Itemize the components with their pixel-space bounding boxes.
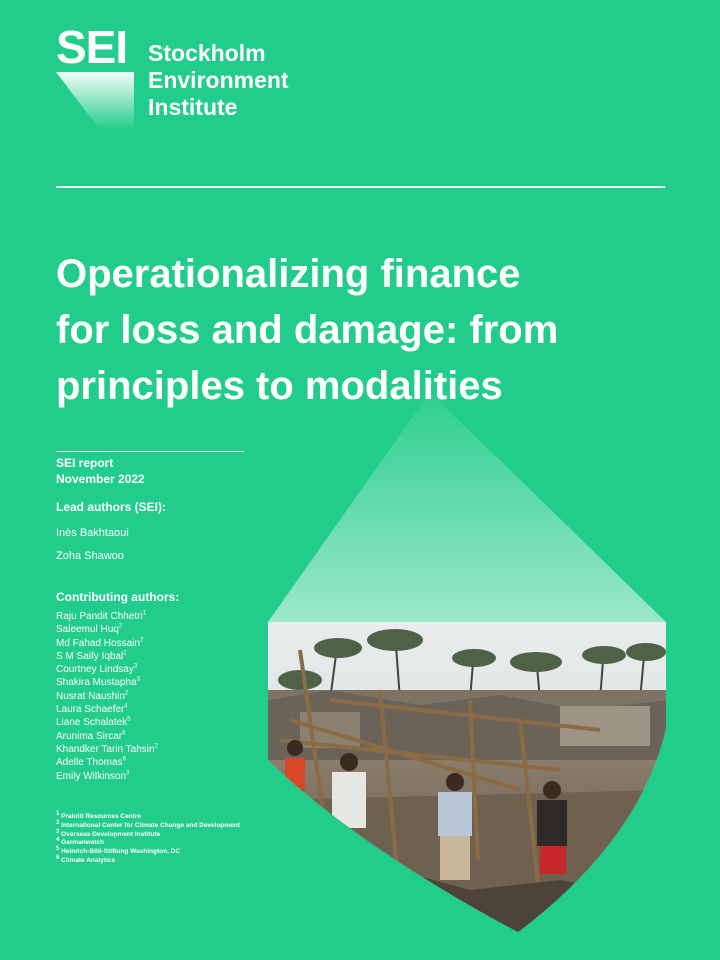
logo-letters: SEI <box>56 21 128 73</box>
logo-name-line: Environment <box>148 67 289 93</box>
contributing-author <box>56 730 158 743</box>
author-name: Raju Pandit Chhetri <box>56 611 143 622</box>
affiliation-number: 6 <box>56 854 60 861</box>
affiliations-list <box>56 810 240 866</box>
author-name: Emily Wilkinson <box>56 770 127 782</box>
affiliation-marker: 1 <box>142 610 147 617</box>
affiliation-number: 1 <box>56 810 60 817</box>
meta-divider <box>56 451 244 452</box>
affiliation-marker: 5 <box>127 717 131 724</box>
lead-authors-list <box>56 522 129 568</box>
report-type: SEI report <box>56 456 114 470</box>
affiliation-marker: 2 <box>123 650 127 657</box>
affiliation-text: Germanwatch <box>61 839 105 847</box>
author-name: Arunima Sircar <box>56 730 123 742</box>
affiliation-item <box>56 848 240 857</box>
author-name: Courtney Lindsay <box>56 664 134 676</box>
author-name: Khandker Tarin Tahsin <box>56 743 155 755</box>
author-name: Saleemul Huq <box>56 624 119 636</box>
title-line: principles to modalities <box>56 364 503 408</box>
author-name: Md Fahad Hossain <box>56 637 140 649</box>
logo-name-line: Institute <box>148 94 238 120</box>
affiliation-marker: 6 <box>122 730 126 737</box>
light-beam-shape <box>268 392 666 622</box>
report-meta <box>56 455 145 487</box>
contributing-author <box>56 756 158 769</box>
contributing-author <box>56 690 158 703</box>
contributing-author <box>56 610 158 623</box>
contributing-author <box>56 743 158 756</box>
lead-author: Zoha Shawoo <box>56 550 124 562</box>
logo-name-line: Stockholm <box>148 40 266 66</box>
affiliation-item <box>56 854 240 866</box>
affiliation-text: Heinrich-Böll-Stiftung Washington, DC <box>61 848 181 856</box>
affiliation-text: Climate Analytics <box>61 856 116 864</box>
author-name: Adelle Thomas <box>56 757 123 769</box>
affiliation-marker: 3 <box>136 677 140 684</box>
affiliation-marker: 3 <box>133 663 138 670</box>
contributing-author <box>56 676 158 689</box>
author-name: Shakira Mustapha <box>56 677 137 689</box>
affiliation-marker: 2 <box>154 743 158 750</box>
affiliation-marker: 2 <box>124 690 129 697</box>
affiliation-marker: 4 <box>124 703 128 710</box>
contributing-author <box>56 623 158 636</box>
title-line: for loss and damage: from <box>56 308 559 352</box>
contributing-author <box>56 637 158 650</box>
affiliation-marker: 2 <box>139 637 144 644</box>
storm-damage-photo <box>268 622 668 942</box>
affiliation-item <box>56 839 240 848</box>
top-divider <box>56 186 665 188</box>
affiliation-number: 4 <box>56 837 60 844</box>
report-date: November 2022 <box>56 472 145 486</box>
affiliation-marker: 2 <box>118 623 123 630</box>
contributing-authors-heading: Contributing authors: <box>56 590 180 604</box>
lead-author: Inès Bakhtaoui <box>56 527 129 539</box>
author-name: Nusrat Naushin <box>56 690 125 702</box>
contributing-author <box>56 716 158 729</box>
affiliation-text: Overseas Development Institute <box>61 830 161 838</box>
affiliation-marker: 6 <box>122 756 126 763</box>
affiliation-marker: 3 <box>126 770 130 777</box>
affiliation-item <box>56 819 240 831</box>
author-name: Liane Schalatek <box>56 717 128 729</box>
report-title <box>56 246 616 414</box>
affiliation-number: 3 <box>56 828 60 835</box>
affiliation-text: International Center for Climate Change and Development <box>61 821 240 829</box>
contributing-authors-list <box>56 610 158 783</box>
logo-institute-name <box>148 40 289 121</box>
affiliation-item <box>56 810 240 822</box>
sei-logo <box>56 21 316 126</box>
affiliation-number: 5 <box>56 846 60 853</box>
author-name: S M Saify Iqbal <box>56 650 124 662</box>
author-name: Laura Schaefer <box>56 704 125 716</box>
title-line: Operationalizing finance <box>56 252 521 296</box>
lead-authors-heading: Lead authors (SEI): <box>56 500 167 514</box>
affiliation-text: Prakriti Resources Centre <box>61 813 141 820</box>
contributing-author <box>56 650 158 663</box>
contributing-author <box>56 663 158 676</box>
contributing-author <box>56 770 158 783</box>
affiliation-number: 2 <box>56 819 60 826</box>
contributing-author <box>56 703 158 716</box>
